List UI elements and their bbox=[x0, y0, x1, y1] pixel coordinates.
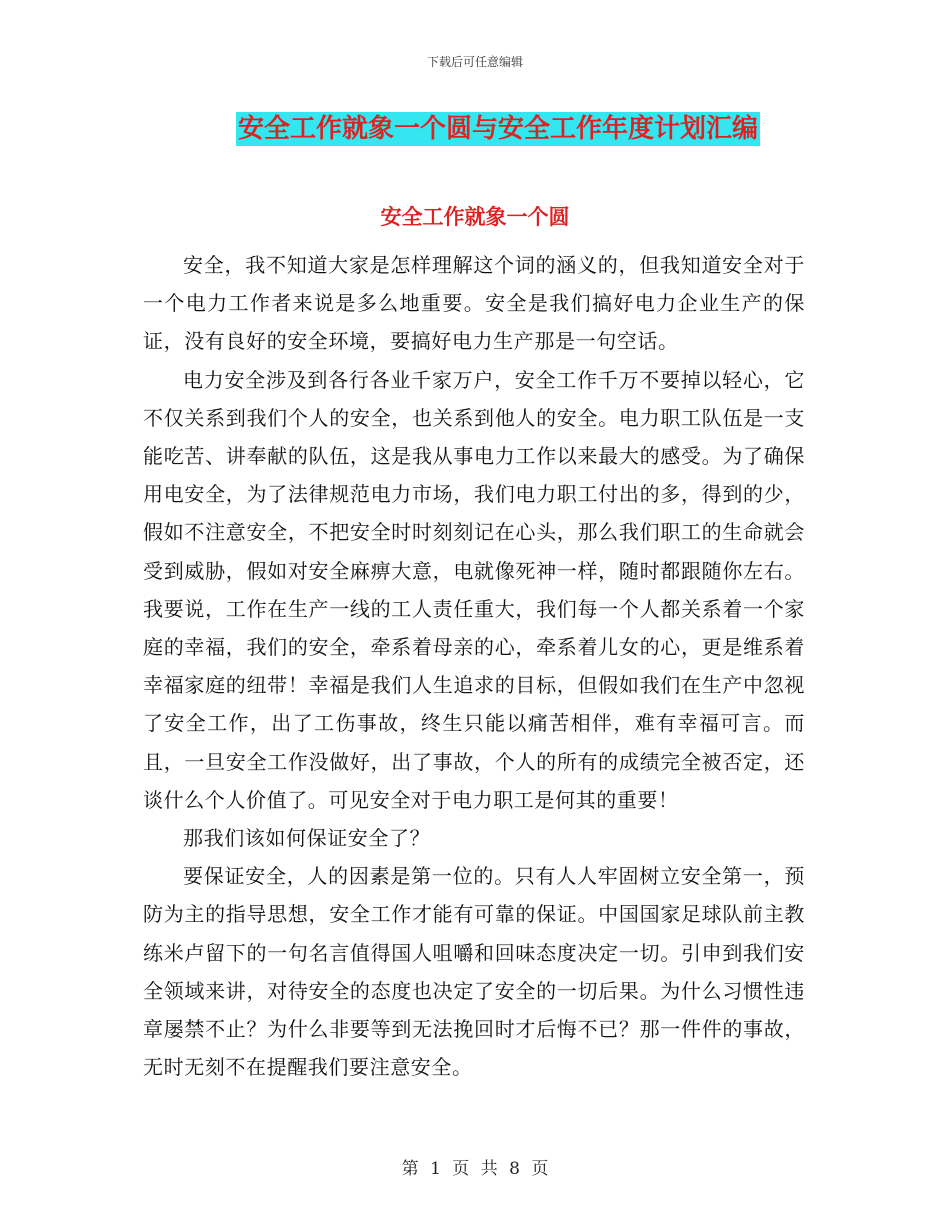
document-title: 安全工作就象一个圆与安全工作年度计划汇编 bbox=[237, 114, 758, 144]
section-title: 安全工作就象一个圆 bbox=[380, 204, 570, 229]
paragraph: 安全，我不知道大家是怎样理解这个词的涵义的，但我知道安全对于一个电力工作者来说是多么地重要。安全是我们搞好电力企业生产的保证，没有良好的安全环境，要搞好电力生产那是一句空话。 bbox=[143, 253, 805, 354]
paragraph: 电力安全涉及到各行各业千家万户，安全工作千万不要掉以轻心，它不仅关系到我们个人的安全，也关系到他人的安全。电力职工队伍是一支能吃苦、讲奉献的队伍，这是我从事电力工作以来最大的感受。为了确保用电安全，为了法律规范电力市场，我们电力职工付出的多，得到的少，假如不注意安全，不把安全时时刻刻记在心头，那么我们职工的生命就会受到威胁，假如对安全麻痹大意，电就像死神一样，随时都跟随你左右。我要说，工作在生产一线的工人责任重大，我们每一个人都关系着一个家庭的幸福，我们的安全，牵系着母亲的心，牵系着儿女的心，更是维系着幸福家庭的纽带！幸福是我们人生追求的目标，但假如我们在生产中忽视了安全工作，出了工伤事故，终生只能以痛苦相伴，难有幸福可言。而且，一旦安全工作没做好，出了事故，个人的所有的成绩完全被否定，还谈什么个人价值了。可见安全对于电力职工是何其的重要！ bbox=[143, 367, 805, 812]
paragraph: 要保证安全，人的因素是第一位的。只有人人牢固树立安全第一，预防为主的指导思想，安全工作才能有可靠的保证。中国国家足球队前主教练米卢留下的一句名言值得国人咀嚼和回味态度决定一切。引申到我们安全领域来讲，对待安全的态度也决定了安全的一切后果。为什么习惯性违章屡禁不止？为什么非要等到无法挽回时才后悔不已？那一件件的事故，无时无刻不在提醒我们要注意安全。 bbox=[143, 864, 805, 1080]
document-body bbox=[143, 246, 805, 1086]
page-number-footer: 第 1 页 共 8 页 bbox=[401, 1159, 549, 1179]
paragraph: 那我们该如何保证安全了？ bbox=[183, 826, 431, 851]
document-title-container bbox=[0, 112, 950, 146]
header-note: 下载后可任意编辑 bbox=[426, 55, 523, 69]
